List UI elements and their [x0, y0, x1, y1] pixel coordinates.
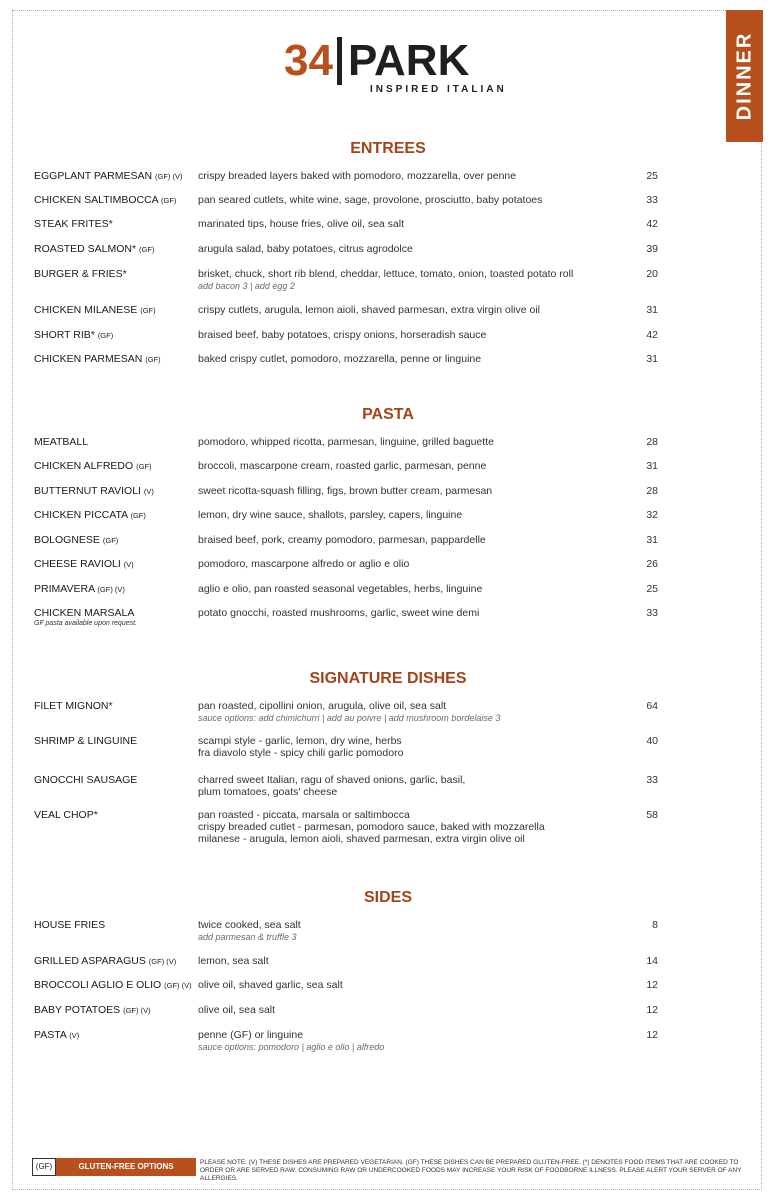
- item-price: 12: [646, 1004, 658, 1016]
- item-tags: (GF): [140, 306, 156, 315]
- item-description: [198, 774, 618, 798]
- item-name-text: SHRIMP & LINGUINE: [34, 735, 138, 747]
- item-name-text: VEAL CHOP*: [34, 809, 98, 821]
- item-name: [34, 583, 194, 595]
- item-price: 31: [646, 460, 658, 472]
- item-price: 32: [646, 509, 658, 521]
- item-description: [198, 329, 618, 341]
- item-description-line: twice cooked, sea salt: [198, 919, 301, 931]
- item-description: [198, 700, 618, 724]
- item-description: [198, 436, 618, 448]
- item-description-line: lemon, dry wine sauce, shallots, parsley, capers, linguine: [198, 509, 463, 521]
- item-name: [34, 304, 194, 316]
- item-name: [34, 979, 194, 991]
- item-name: [34, 268, 194, 280]
- item-description: [198, 955, 618, 967]
- item-description-line: aglio e olio, pan roasted seasonal vegetables, herbs, linguine: [198, 583, 483, 595]
- item-description: [198, 1029, 618, 1053]
- item-description: [198, 558, 618, 570]
- item-name: [34, 735, 194, 747]
- item-description: [198, 809, 618, 845]
- item-option-note: sauce options: pomodoro | aglio e olio | alfredo: [198, 1042, 385, 1052]
- item-price: 42: [646, 329, 658, 341]
- item-description: [198, 919, 618, 943]
- item-name: [34, 955, 194, 967]
- section-title-signature: SIGNATURE DISHES: [309, 670, 467, 687]
- item-description-line: broccoli, mascarpone cream, roasted garlic, parmesan, penne: [198, 460, 487, 472]
- item-description-line: scampi style - garlic, lemon, dry wine, herbs: [198, 735, 402, 747]
- item-name: [34, 218, 194, 230]
- logo-wordmark: [284, 36, 469, 86]
- logo-divider: [337, 37, 342, 85]
- item-option-note: add parmesan & truffle 3: [198, 932, 297, 942]
- item-price: 40: [646, 735, 658, 747]
- item-tags: (GF) (V): [164, 981, 192, 990]
- item-description-line: pan roasted - piccata, marsala or saltimbocca: [198, 809, 410, 821]
- section-title-sides: SIDES: [363, 889, 412, 906]
- item-price: 31: [646, 304, 658, 316]
- item-tags: (GF) (V): [148, 957, 177, 966]
- item-description: [198, 268, 618, 292]
- item-description: [198, 509, 618, 521]
- item-price: 28: [646, 485, 658, 497]
- item-description-line: plum tomatoes, goats' cheese: [198, 786, 338, 798]
- item-price: 12: [646, 1029, 658, 1041]
- item-description-line: braised beef, pork, creamy pomodoro, parmesan, pappardelle: [198, 534, 486, 546]
- footer-note: PLEASE NOTE: (V) THESE DISHES ARE PREPARED VEGETARIAN. (GF) THESE DISHES CAN BE PREPARED GLUTEN-FREE. (*) DENOTES FOOD ITEMS THAT ARE COOKED TO ORDER OR ARE SERVED RAW. CONSUMING RAW OR UNDERCOOKED FOODS MAY INCREASE YOUR RISK OF FOODBORNE ILLNESS. PLEASE ALERT YOUR SERVER OF ANY ALLERGIES.: [200, 1159, 742, 1182]
- item-name: [34, 194, 194, 206]
- item-description: [198, 534, 618, 546]
- item-name: [34, 353, 194, 365]
- item-name: [34, 919, 194, 931]
- item-description: [198, 1004, 618, 1016]
- item-description-line: crispy cutlets, arugula, lemon aioli, shaved parmesan, extra virgin olive oil: [198, 304, 540, 316]
- item-tags: (V): [69, 1031, 80, 1040]
- item-price: 64: [646, 700, 658, 712]
- item-tags: (GF): [145, 355, 161, 364]
- item-tags: (GF) (V): [97, 585, 125, 594]
- item-description-line: milanese - arugula, lemon aioli, shaved parmesan, extra virgin olive oil: [198, 833, 525, 845]
- item-name-text: CHICKEN SALTIMBOCCA: [34, 194, 159, 206]
- item-name-note: GF pasta available upon request.: [34, 620, 137, 627]
- gf-box: (GF): [32, 1158, 56, 1176]
- item-description-line: pan roasted, cipollini onion, arugula, olive oil, sea salt: [198, 700, 447, 712]
- item-price: 14: [646, 955, 658, 967]
- item-price: 33: [646, 774, 658, 786]
- item-description: [198, 218, 618, 230]
- logo-tagline: INSPIRED ITALIAN: [370, 84, 507, 95]
- item-name-text: GRILLED ASPARAGUS: [34, 955, 146, 967]
- item-description-line: sweet ricotta-squash filling, figs, brown butter cream, parmesan: [198, 485, 493, 497]
- item-option-note: sauce options: add chimichurri | add au poivre | add mushroom bordelaise 3: [198, 713, 501, 723]
- item-tags: (GF): [139, 245, 155, 254]
- item-description: [198, 607, 618, 619]
- item-tags: (GF): [97, 331, 114, 340]
- item-name: [34, 534, 194, 546]
- item-name-text: CHICKEN ALFREDO: [34, 460, 134, 472]
- item-name-text: EGGPLANT PARMESAN: [34, 170, 153, 182]
- item-name-text: BOLOGNESE: [34, 534, 100, 546]
- item-name: [34, 509, 194, 521]
- dinner-tab-label: DINNER: [733, 31, 755, 121]
- item-price: 20: [646, 268, 658, 280]
- item-description-line: charred sweet Italian, ragu of shaved onions, garlic, basil,: [198, 774, 466, 786]
- item-name: [34, 243, 194, 255]
- item-price: 42: [646, 218, 658, 230]
- item-tags: (GF): [102, 536, 119, 545]
- item-description-line: lemon, sea salt: [198, 955, 269, 967]
- item-name: [34, 809, 194, 821]
- section-title-entrees: ENTREES: [350, 140, 426, 157]
- item-price: 25: [646, 583, 658, 595]
- item-price: 31: [646, 353, 658, 365]
- item-name: [34, 460, 194, 472]
- item-tags: (GF): [130, 511, 146, 520]
- item-name-text: CHICKEN MILANESE: [34, 304, 138, 316]
- item-tags: (GF): [161, 196, 177, 205]
- item-name-text: SHORT RIB*: [34, 329, 95, 341]
- item-price: 8: [652, 919, 658, 931]
- item-name: [34, 170, 194, 182]
- item-price: 26: [646, 558, 658, 570]
- item-name-text: CHEESE RAVIOLI: [34, 558, 121, 570]
- item-description-line: potato gnocchi, roasted mushrooms, garlic, sweet wine demi: [198, 607, 480, 619]
- item-description: [198, 485, 618, 497]
- item-description: [198, 243, 618, 255]
- logo-park: PARK: [347, 36, 470, 85]
- item-price: 31: [646, 534, 658, 546]
- logo: [0, 36, 776, 106]
- item-description: [198, 170, 618, 182]
- item-description-line: olive oil, shaved garlic, sea salt: [198, 979, 343, 991]
- item-name-text: CHICKEN MARSALA: [34, 607, 135, 619]
- item-name-text: BUTTERNUT RAVIOLI: [34, 485, 141, 497]
- item-name: [34, 1004, 194, 1016]
- item-description-line: olive oil, sea salt: [198, 1004, 276, 1016]
- item-description-line: arugula salad, baby potatoes, citrus agrodolce: [198, 243, 413, 255]
- item-name-text: BURGER & FRIES*: [34, 268, 127, 280]
- item-price: 33: [646, 194, 658, 206]
- item-tags: (V): [123, 560, 134, 569]
- item-name: [34, 774, 194, 786]
- item-name: [34, 700, 194, 712]
- item-tags: (GF) (V): [154, 172, 183, 181]
- item-name-text: ROASTED SALMON*: [34, 243, 137, 255]
- item-tags: (GF): [136, 462, 152, 471]
- item-description-line: baked crispy cutlet, pomodoro, mozzarella, penne or linguine: [198, 353, 482, 365]
- item-description-line: fra diavolo style - spicy chili garlic pomodoro: [198, 747, 404, 759]
- item-name-text: GNOCCHI SAUSAGE: [34, 774, 138, 786]
- item-price: 33: [646, 607, 658, 619]
- item-name-text: CHICKEN PICCATA: [34, 509, 128, 521]
- item-description: [198, 353, 618, 365]
- item-option-note: add bacon 3 | add egg 2: [198, 281, 295, 291]
- item-description-line: brisket, chuck, short rib blend, cheddar, lettuce, tomato, onion, toasted potato roll: [198, 268, 574, 280]
- item-name-text: BABY POTATOES: [34, 1004, 121, 1016]
- item-description-line: pomodoro, whipped ricotta, parmesan, linguine, grilled baguette: [198, 436, 494, 448]
- item-name: [34, 1029, 194, 1041]
- item-name: [34, 485, 194, 497]
- item-description-line: pan seared cutlets, white wine, sage, provolone, prosciutto, baby potatoes: [198, 194, 543, 206]
- section-title-pasta: PASTA: [362, 406, 414, 423]
- footer: [32, 1158, 744, 1189]
- item-tags: (V): [143, 487, 154, 496]
- item-description-line: braised beef, baby potatoes, crispy onions, horseradish sauce: [198, 329, 487, 341]
- item-name-text: BROCCOLI AGLIO E OLIO: [34, 979, 162, 991]
- item-description: [198, 304, 618, 316]
- item-name: [34, 436, 194, 448]
- item-name-text: PRIMAVERA: [34, 583, 95, 595]
- gf-label: GLUTEN-FREE OPTIONS AVAILABLE: [56, 1158, 196, 1176]
- item-name-text: MEATBALL: [34, 436, 89, 448]
- item-price: 39: [646, 243, 658, 255]
- item-name: [34, 607, 194, 619]
- item-description-line: penne (GF) or linguine: [198, 1029, 304, 1041]
- item-price: 28: [646, 436, 658, 448]
- item-description-line: pomodoro, mascarpone alfredo or aglio e olio: [198, 558, 410, 570]
- item-description-line: crispy breaded layers baked with pomodoro, mozzarella, over penne: [198, 170, 517, 182]
- item-description-line: marinated tips, house fries, olive oil, sea salt: [198, 218, 405, 230]
- item-name-text: HOUSE FRIES: [34, 919, 106, 931]
- item-description: [198, 460, 618, 472]
- item-description-line: crispy breaded cutlet - parmesan, pomodoro sauce, baked with mozzarella: [198, 821, 545, 833]
- item-name: [34, 558, 194, 570]
- item-description: [198, 979, 618, 991]
- logo-number: 34: [284, 36, 333, 85]
- item-price: 58: [646, 809, 658, 821]
- item-name: [34, 329, 194, 341]
- item-description: [198, 735, 618, 759]
- item-name-text: PASTA: [34, 1029, 67, 1041]
- item-name-text: CHICKEN PARMESAN: [34, 353, 143, 365]
- item-tags: (GF) (V): [123, 1006, 151, 1015]
- item-price: 25: [646, 170, 658, 182]
- item-description: [198, 583, 618, 595]
- item-price: 12: [646, 979, 658, 991]
- item-name-text: FILET MIGNON*: [34, 700, 113, 712]
- item-description: [198, 194, 618, 206]
- item-name-text: STEAK FRITES*: [34, 218, 113, 230]
